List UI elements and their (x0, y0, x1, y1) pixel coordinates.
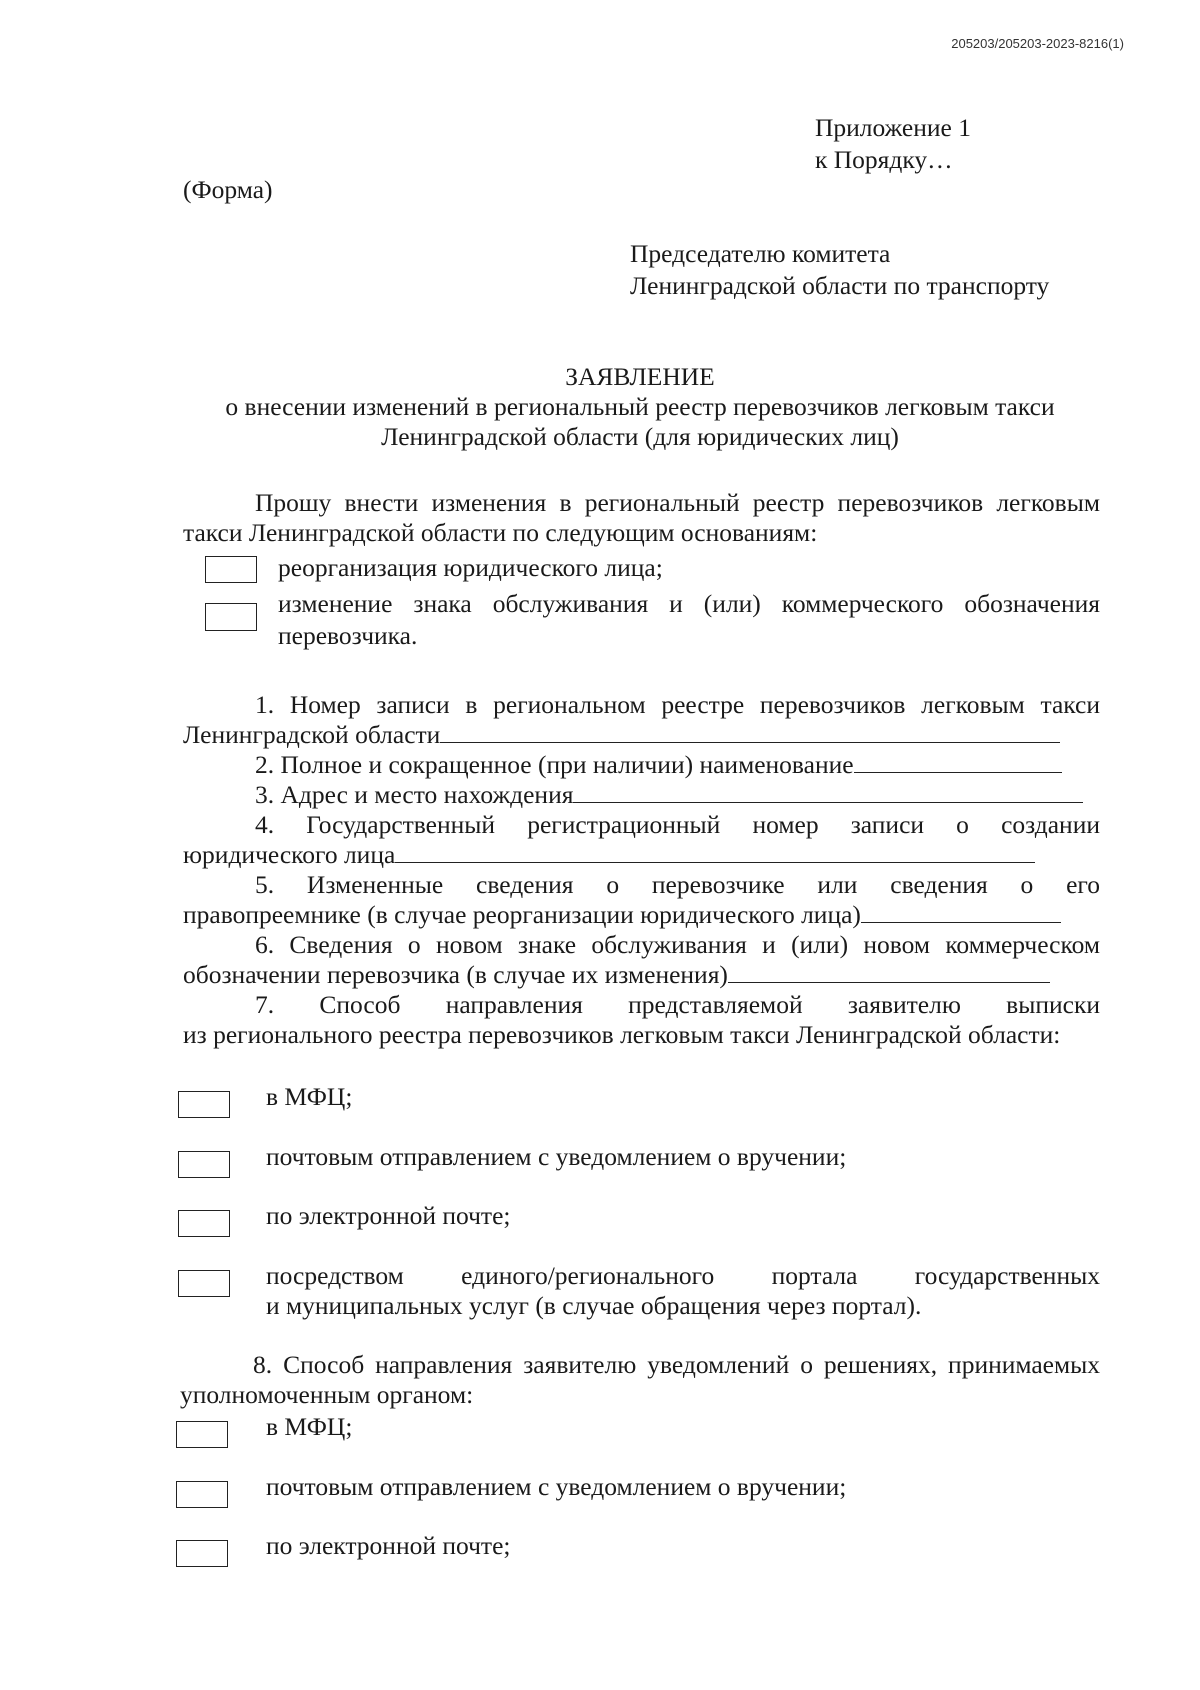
appendix-line-1: Приложение 1 (815, 113, 971, 142)
item-6-label: обозначении перевозчика (в случае их изменения) (183, 960, 728, 989)
checkbox-reorganization[interactable] (205, 556, 257, 583)
checkbox-extract-email[interactable] (178, 1210, 230, 1237)
extract-option-portal-line-2: и муниципальных услуг (в случае обращения через портал). (266, 1291, 922, 1320)
form-label: (Форма) (183, 175, 273, 204)
item-2-label: 2. Полное и сокращенное (при наличии) наименование (255, 750, 854, 779)
item-6-line-1: 6. Сведения о новом знаке обслуживания и (или) новом коммерческом (255, 930, 1100, 959)
item-8-line-2: уполномоченным органом: (180, 1380, 474, 1409)
checkbox-notify-post[interactable] (176, 1481, 228, 1508)
extract-option-email-label: по электронной почте; (266, 1201, 511, 1230)
title-main: ЗАЯВЛЕНИЕ (565, 362, 715, 391)
document-title (180, 362, 1100, 452)
intro-line-1: Прошу внести изменения в региональный реестр перевозчиков легковым (255, 488, 1100, 517)
ground-service-mark-line-2: перевозчика. (278, 621, 418, 650)
item-3-label: 3. Адрес и место нахождения (255, 780, 574, 809)
item-5-line-2 (183, 900, 1083, 930)
item-1-line-1: 1. Номер записи в региональном реестре перевозчиков легковым такси (255, 690, 1100, 719)
checkbox-extract-portal[interactable] (178, 1270, 230, 1297)
addressee-line-2: Ленинградской области по транспорту (630, 271, 1050, 300)
item-5-label: правопреемнике (в случае реорганизации юридического лица) (183, 900, 861, 929)
company-name-field[interactable] (854, 750, 1062, 773)
title-sub-2: Ленинградской области (для юридических лиц) (381, 422, 899, 451)
extract-option-mfc-label: в МФЦ; (266, 1082, 353, 1111)
extract-option-post-label: почтовым отправлением с уведомлением о вручении; (266, 1142, 847, 1171)
new-service-mark-field[interactable] (728, 960, 1050, 983)
appendix-note (815, 112, 971, 176)
item-4-line-2 (183, 840, 1073, 870)
appendix-line-2: к Порядку… (815, 145, 953, 174)
item-1-label: Ленинградской области (183, 720, 441, 749)
addressee (630, 238, 1049, 302)
checkbox-notify-mfc[interactable] (176, 1421, 228, 1448)
ground-service-mark-line-1: изменение знака обслуживания и (или) коммерческого обозначения (278, 589, 1100, 618)
item-4-label: юридического лица (183, 840, 396, 869)
item-2 (255, 750, 1105, 780)
extract-option-portal-line-1: посредством единого/регионального портала государственных (266, 1261, 1100, 1290)
registry-record-number-field[interactable] (440, 720, 1060, 743)
notify-option-mfc-label: в МФЦ; (266, 1412, 353, 1441)
notify-option-post-label: почтовым отправлением с уведомлением о вручении; (266, 1472, 847, 1501)
item-6-line-2 (183, 960, 1083, 990)
title-sub-1: о внесении изменений в региональный реестр перевозчиков легковым такси (225, 392, 1055, 421)
ground-reorganization-label: реорганизация юридического лица; (278, 553, 663, 582)
addressee-line-1: Председателю комитета (630, 239, 891, 268)
changed-info-field[interactable] (861, 900, 1061, 923)
registration-number-field[interactable] (395, 840, 1035, 863)
item-7-line-1: 7. Способ направления представляемой заявителю выписки (255, 990, 1100, 1019)
item-4-line-1: 4. Государственный регистрационный номер записи о создании (255, 810, 1100, 839)
notify-option-email-label: по электронной почте; (266, 1531, 511, 1560)
address-field[interactable] (573, 780, 1083, 803)
item-5-line-1: 5. Измененные сведения о перевозчике или сведения о его (255, 870, 1100, 899)
item-7-line-2: из регионального реестра перевозчиков легковым такси Ленинградской области: (183, 1020, 1061, 1049)
checkbox-notify-email[interactable] (176, 1540, 228, 1567)
item-1-line-2 (183, 720, 1073, 750)
checkbox-service-mark-change[interactable] (205, 603, 257, 631)
checkbox-extract-post[interactable] (178, 1151, 230, 1178)
checkbox-extract-mfc[interactable] (178, 1091, 230, 1118)
intro-line-2: такси Ленинградской области по следующим основаниям: (183, 518, 818, 547)
document-number: 205203/205203-2023-8216(1) (951, 36, 1124, 51)
item-3 (255, 780, 1105, 810)
item-8-line-1: 8. Способ направления заявителю уведомлений о решениях, принимаемых (253, 1350, 1100, 1379)
